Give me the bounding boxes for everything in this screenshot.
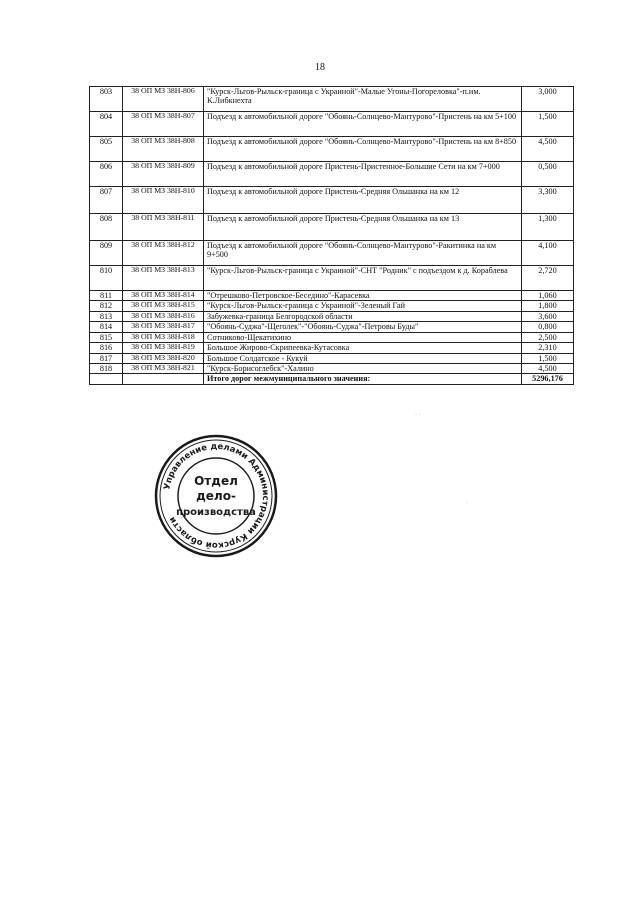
road-name: "Отрешково-Петровское-Беседино"-Карасевка — [204, 291, 522, 301]
road-length: 1,500 — [522, 112, 574, 137]
total-label: Итого дорог межмуниципального значения: — [204, 374, 522, 385]
row-number: 815 — [90, 332, 123, 342]
total-value: 5296,176 — [522, 374, 574, 385]
road-name: "Курск-Льгов-Рыльск-граница с Украиной"-СНТ "Родник" с подъездом к д. Кораблева — [204, 266, 522, 291]
road-name: Подъезд к автомобильной дороге "Обоянь-Солнцево-Мантурово"-Пристень на км 8+850 — [204, 137, 522, 162]
road-name: "Курск-Льгов-Рыльск-граница с Украиной"-Малые Угоны-Погореловка"-п.им. К.Либкнехта — [204, 87, 522, 112]
road-length: 1,800 — [522, 301, 574, 311]
table-row — [90, 332, 574, 342]
road-name: "Обоянь-Суджа"-Щеголек"-"Обоянь-Суджа"-Петровы Буды" — [204, 322, 522, 332]
road-name: Сотниково-Щекатихино — [204, 332, 522, 342]
road-name: Большое Солдатское - Кукуй — [204, 353, 522, 363]
stamp-center-line-1: Отдел — [194, 474, 238, 488]
office-stamp — [153, 433, 279, 559]
road-code: 38 ОП МЗ 38Н-807 — [123, 112, 204, 137]
row-number: 812 — [90, 301, 123, 311]
road-code: 38 ОП МЗ 38Н-806 — [123, 87, 204, 112]
road-name: Подъезд к автомобильной дороге "Обоянь-Солнцево-Мантурово"-Ракитинка на км 9+500 — [204, 241, 522, 266]
row-number: 803 — [90, 87, 123, 112]
table-row — [90, 291, 574, 301]
scan-speck: · — [466, 500, 468, 506]
table-row — [90, 343, 574, 353]
road-code: 38 ОП МЗ 38Н-814 — [123, 291, 204, 301]
scan-speck: · · — [415, 412, 421, 418]
road-name: Забужевка-граница Белгородской области — [204, 311, 522, 321]
road-code: 38 ОП МЗ 38Н-821 — [123, 363, 204, 373]
table-row — [90, 162, 574, 187]
road-length: 3,000 — [522, 87, 574, 112]
row-number: 814 — [90, 322, 123, 332]
row-number: 804 — [90, 112, 123, 137]
road-name: Большое Жирово-Скрипеевка-Кутасовка — [204, 343, 522, 353]
road-length: 2,310 — [522, 343, 574, 353]
road-length: 0,500 — [522, 162, 574, 187]
road-code: 38 ОП МЗ 38Н-811 — [123, 214, 204, 241]
road-code: 38 ОП МЗ 38Н-809 — [123, 162, 204, 187]
road-name: "Курск-Льгов-Рыльск-граница с Украиной"-Зеленый Гай — [204, 301, 522, 311]
road-length: 4,500 — [522, 363, 574, 373]
roads-table — [89, 86, 574, 385]
row-number: 817 — [90, 353, 123, 363]
road-length: 1,500 — [522, 353, 574, 363]
road-length: 4,500 — [522, 137, 574, 162]
road-length: 3,300 — [522, 187, 574, 214]
table-row — [90, 353, 574, 363]
road-length: 2,720 — [522, 266, 574, 291]
road-length: 2,500 — [522, 332, 574, 342]
table-row — [90, 214, 574, 241]
row-number: 809 — [90, 241, 123, 266]
table-row — [90, 266, 574, 291]
table-row — [90, 112, 574, 137]
road-name: Подъезд к автомобильной дороге Пристень-Средняя Ольшанка на км 13 — [204, 214, 522, 241]
road-code: 38 ОП МЗ 38Н-816 — [123, 311, 204, 321]
empty-cell — [123, 374, 204, 385]
road-name: Подъезд к автомобильной дороге Пристень-Пристенное-Большие Сети на км 7+000 — [204, 162, 522, 187]
road-code: 38 ОП МЗ 38Н-820 — [123, 353, 204, 363]
road-length: 1,060 — [522, 291, 574, 301]
table-row — [90, 87, 574, 112]
row-number: 808 — [90, 214, 123, 241]
road-length: 3,600 — [522, 311, 574, 321]
road-code: 38 ОП МЗ 38Н-810 — [123, 187, 204, 214]
road-name: Подъезд к автомобильной дороге Пристень-Средняя Ольшанка на км 12 — [204, 187, 522, 214]
row-number: 818 — [90, 363, 123, 373]
road-code: 38 ОП МЗ 38Н-812 — [123, 241, 204, 266]
table-row — [90, 187, 574, 214]
road-length: 0,800 — [522, 322, 574, 332]
stamp-ring-text: Управление делами Администрации Курской области — [162, 441, 271, 551]
road-code: 38 ОП МЗ 38Н-818 — [123, 332, 204, 342]
empty-cell — [90, 374, 123, 385]
road-code: 38 ОП МЗ 38Н-817 — [123, 322, 204, 332]
road-length: 4,100 — [522, 241, 574, 266]
table-row — [90, 322, 574, 332]
road-code: 38 ОП МЗ 38Н-813 — [123, 266, 204, 291]
row-number: 810 — [90, 266, 123, 291]
table-row — [90, 241, 574, 266]
row-number: 813 — [90, 311, 123, 321]
road-length: 1,300 — [522, 214, 574, 241]
stamp-center-line-3: производства — [176, 507, 256, 518]
table-row — [90, 301, 574, 311]
road-code: 38 ОП МЗ 38Н-815 — [123, 301, 204, 311]
row-number: 816 — [90, 343, 123, 353]
page-number: 18 — [315, 62, 325, 73]
road-code: 38 ОП МЗ 38Н-808 — [123, 137, 204, 162]
table-row — [90, 363, 574, 373]
row-number: 807 — [90, 187, 123, 214]
row-number: 805 — [90, 137, 123, 162]
total-row — [90, 374, 574, 385]
row-number: 811 — [90, 291, 123, 301]
road-name: "Курск-Борисоглебск"-Халино — [204, 363, 522, 373]
road-code: 38 ОП МЗ 38Н-819 — [123, 343, 204, 353]
row-number: 806 — [90, 162, 123, 187]
road-name: Подъезд к автомобильной дороге "Обоянь-Солнцево-Мантурово"-Пристень на км 5+100 — [204, 112, 522, 137]
table-row — [90, 311, 574, 321]
stamp-center-line-2: дело- — [196, 489, 236, 503]
table-row — [90, 137, 574, 162]
